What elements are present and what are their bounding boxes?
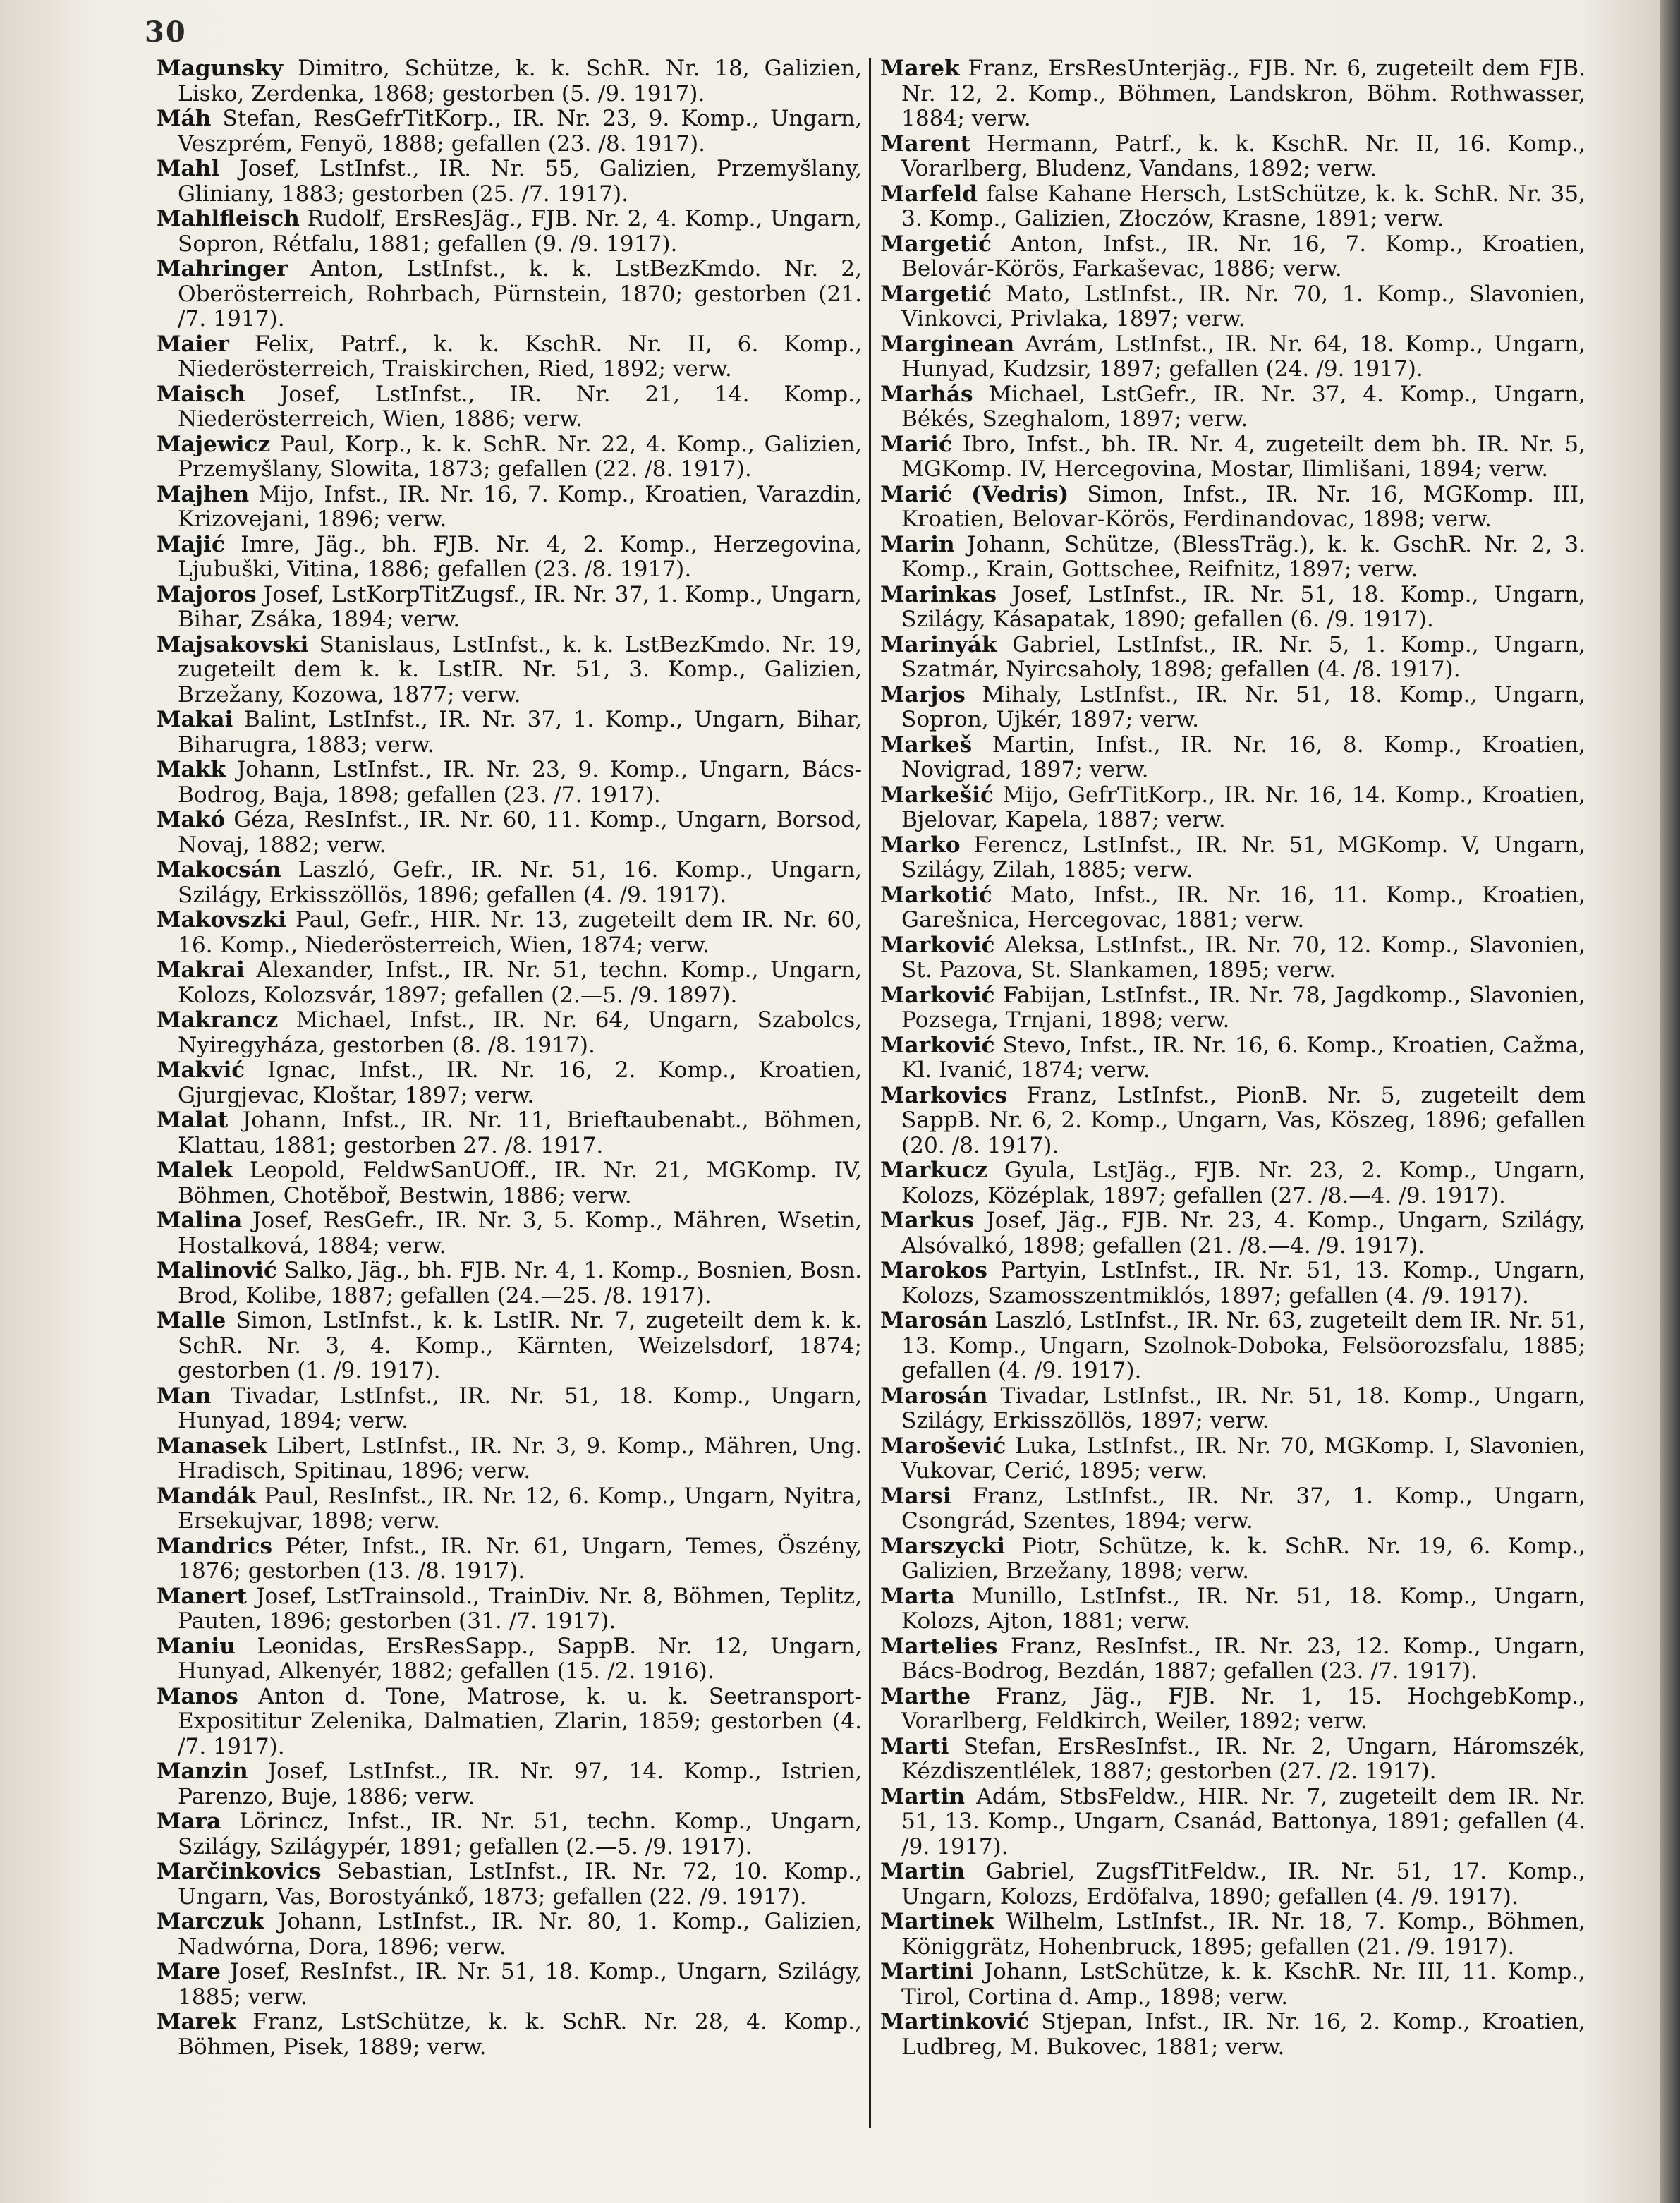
casualty-entry [880,1033,1585,1084]
entry-details: Partyin, LstInfst., IR. Nr. 51, 13. Komp., Ungarn, Kolozs, Szamosszentmiklós, 1897; gefallen (4. /9. 1917). [901,1258,1585,1309]
entry-details: Simon, LstInfst., k. k. LstIR. Nr. 7, zugeteilt dem k. k. SchR. Nr. 3, 4. Komp., Kärnten, Weizelsdorf, 1874; gestorben (1. /9. 1917). [178,1308,862,1383]
entry-surname: Marti [880,1733,949,1759]
entry-surname: Markovics [880,1082,1008,1108]
entry-details: Simon, Infst., IR. Nr. 16, MGKomp. III, Kroatien, Belovar-Körös, Ferdinandovac, 1898; verw. [901,481,1585,532]
entry-surname: Margetić [880,231,992,257]
entry-details: Josef, LstInfst., IR. Nr. 55, Galizien, Przemyšlany, Gliniany, 1883; gestorben (25. /7. 1917). [178,156,862,207]
casualty-entry [880,883,1585,933]
casualty-entry [880,1384,1585,1434]
entry-details: Anton d. Tone, Matrose, k. u. k. Seetransport-Exposititur Zelenika, Dalmatien, Zlarin, 1859; gestorben (4. /7. 1917). [178,1683,862,1759]
entry-details: Munillo, LstInfst., IR. Nr. 51, 18. Komp., Ungarn, Kolozs, Ajton, 1881; verw. [901,1583,1585,1634]
entry-details: Mijo, GefrTitKorp., IR. Nr. 16, 14. Komp., Kroatien, Bjelovar, Kapela, 1887; verw. [901,782,1585,832]
casualty-entry [157,1534,862,1584]
casualty-entry [880,1208,1585,1258]
entry-details: Laszló, LstInfst., IR. Nr. 63, zugeteilt dem IR. Nr. 51, 13. Komp., Ungarn, Szolnok-Doboka, Felsöorozsfalu, 1885; gefallen (4. /9. 1917). [901,1308,1585,1383]
casualty-entry [157,908,862,958]
entry-details: Franz, LstInfst., PionB. Nr. 5, zugeteilt dem SappB. Nr. 6, 2. Komp., Ungarn, Vas, Köszeg, 1896; gefallen (20. /8. 1917). [901,1082,1585,1158]
casualty-entry [157,2010,862,2060]
entry-surname: Manert [157,1583,248,1609]
entry-surname: Maisch [157,381,245,407]
casualty-entry [157,432,862,483]
entry-surname: Marin [880,531,955,557]
entry-details: Anton, Infst., IR. Nr. 16, 7. Komp., Kroatien, Belovár-Körös, Farkaševac, 1886; verw. [901,231,1585,281]
entry-surname: Marjos [880,681,966,708]
casualty-entry [157,708,862,758]
entry-details: Josef, ResInfst., IR. Nr. 51, 18. Komp., Ungarn, Szilágy, 1885; verw. [178,1959,862,2010]
casualty-entry [157,332,862,382]
casualty-entry [157,207,862,257]
casualty-entry [880,783,1585,833]
entry-details: Johann, Schütze, (BlessTräg.), k. k. GschR. Nr. 2, 3. Komp., Krain, Gottschee, Reifnitz, 1897; verw. [901,531,1585,582]
casualty-entry [880,282,1585,332]
casualty-entry [157,1158,862,1208]
entry-surname: Marković [880,982,995,1008]
casualty-entry [880,1735,1585,1785]
casualty-entry [880,1309,1585,1384]
entry-surname: Marko [880,832,961,858]
entry-surname: Martinek [880,1909,994,1934]
entry-details: Michael, Infst., IR. Nr. 64, Ungarn, Szabolcs, Nyiregyháza, gestorben (8. /8. 1917). [178,1007,862,1058]
entry-details: Imre, Jäg., bh. FJB. Nr. 4, 2. Komp., Herzegovina, Ljubuški, Vitina, 1886; gefallen (23. /8. 1917). [178,531,862,582]
entry-details: Avrám, LstInfst., IR. Nr. 64, 18. Komp., Ungarn, Hunyad, Kudzsir, 1897; gefallen (24. /9. 1917). [901,331,1585,382]
casualty-entry [157,1258,862,1309]
casualty-entry [157,958,862,1008]
entry-details: Piotr, Schütze, k. k. SchR. Nr. 19, 6. Komp., Galizien, Brzežany, 1898; verw. [901,1533,1585,1584]
entry-surname: Makrai [157,957,245,983]
entry-details: Salko, Jäg., bh. FJB. Nr. 4, 1. Komp., Bosnien, Bosn. Brod, Kolibe, 1887; gefallen (24.—25. /8. 1917). [178,1258,862,1309]
entry-surname: Malek [157,1158,233,1183]
casualty-entry [880,56,1585,132]
entry-surname: Marek [880,56,960,81]
entry-surname: Markotić [880,882,992,908]
entry-surname: Marković [880,932,995,958]
entry-surname: Mare [157,1959,221,1984]
casualty-entry [157,1434,862,1484]
casualty-entry [157,56,862,107]
entry-surname: Marić [880,431,952,457]
entry-details: Adám, StbsFeldw., HIR. Nr. 7, zugeteilt dem IR. Nr. 51, 13. Komp., Ungarn, Csanád, Battonya, 1891; gefallen (4. /9. 1917). [901,1783,1585,1859]
entry-details: Aleksa, LstInfst., IR. Nr. 70, 12. Komp., Slavonien, St. Pazova, St. Slankamen, 1895; verw. [901,932,1585,983]
right-column [880,56,1585,2187]
entry-surname: Majsakovski [157,631,309,657]
entry-details: Ignac, Infst., IR. Nr. 16, 2. Komp., Kroatien, Gjurgjevac, Kloštar, 1897; verw. [178,1057,862,1108]
casualty-entry [880,683,1585,733]
entry-details: Stefan, ErsResInfst., IR. Nr. 2, Ungarn, Háromszék, Kézdiszentlélek, 1887; gestorben (27. /2. 1917). [901,1733,1585,1784]
entry-surname: Marinkas [880,581,997,607]
entry-surname: Marković [880,1032,995,1058]
entry-details: Franz, ErsResUnterjäg., FJB. Nr. 6, zugeteilt dem FJB. Nr. 12, 2. Komp., Böhmen, Landskron, Böhm. Rothwasser, 1884; verw. [901,56,1585,131]
casualty-entry [157,257,862,332]
casualty-entry [880,1910,1585,1960]
casualty-entry [880,1484,1585,1534]
casualty-entry [157,1008,862,1058]
casualty-entry [157,1859,862,1910]
entry-surname: Máh [157,106,212,131]
entry-surname: Magunsky [157,56,284,81]
entry-details: Paul, ResInfst., IR. Nr. 12, 6. Komp., Ungarn, Nyitra, Ersekujvar, 1898; verw. [178,1483,862,1534]
casualty-entry [157,1634,862,1685]
casualty-entry [157,107,862,157]
entry-surname: Marčinkovics [157,1859,322,1884]
casualty-entry [157,1384,862,1434]
casualty-entry [880,833,1585,883]
entry-details: Balint, LstInfst., IR. Nr. 37, 1. Komp., Ungarn, Bihar, Biharugra, 1883; verw. [178,707,862,758]
casualty-entry [157,583,862,633]
entry-surname: Mara [157,1809,221,1834]
entry-surname: Man [157,1383,212,1409]
entry-surname: Makocsán [157,857,281,882]
entry-details: Paul, Korp., k. k. SchR. Nr. 22, 4. Komp., Galizien, Przemyšlany, Slowita, 1873; gefallen (22. /8. 1917). [178,431,862,482]
entry-surname: Marginean [880,331,1015,357]
casualty-entry [157,1910,862,1960]
entry-details: Josef, LstInfst., IR. Nr. 21, 14. Komp., Niederösterreich, Wien, 1886; verw. [178,381,862,432]
entry-surname: Manzin [157,1759,248,1784]
casualty-entry [880,983,1585,1033]
entry-details: Josef, LstKorpTitZugsf., IR. Nr. 37, 1. Komp., Ungarn, Bihar, Zsáka, 1894; verw. [178,581,862,632]
entry-details: Johann, LstInfst., IR. Nr. 23, 9. Komp., Ungarn, Bács-Bodrog, Baja, 1898; gefallen (23. /7. 1917). [178,757,862,808]
casualty-entry [880,432,1585,483]
entry-surname: Margetić [880,281,992,307]
entry-details: Péter, Infst., IR. Nr. 61, Ungarn, Temes, Öszény, 1876; gestorben (13. /8. 1917). [178,1533,862,1584]
entry-surname: Mahlfleisch [157,206,300,231]
entry-details: Gabriel, LstInfst., IR. Nr. 5, 1. Komp., Ungarn, Szatmár, Nyircsaholy, 1898; gefallen (4. /8. 1917). [901,631,1585,682]
entry-details: Leonidas, ErsResSapp., SappB. Nr. 12, Ungarn, Hunyad, Alkenyér, 1882; gefallen (15. /2. 1916). [178,1633,862,1684]
page-number: 30 [145,16,187,49]
casualty-entry [880,1634,1585,1685]
entry-surname: Martini [880,1959,973,1984]
entry-surname: Marsi [880,1483,951,1509]
entry-surname: Mandrics [157,1533,273,1559]
entry-surname: Manasek [157,1433,267,1459]
entry-details: Stevo, Infst., IR. Nr. 16, 6. Komp., Kroatien, Cažma, Kl. Ivanić, 1874; verw. [901,1032,1585,1083]
casualty-entry [157,633,862,708]
casualty-entry [157,1685,862,1760]
entry-details: Franz, LstInfst., IR. Nr. 37, 1. Komp., Ungarn, Csongrád, Szentes, 1894; verw. [901,1483,1585,1534]
entry-details: Josef, Jäg., FJB. Nr. 23, 4. Komp., Ungarn, Szilágy, Alsóvalkó, 1898; gefallen (21. /8.—4. /9. 1917). [901,1208,1585,1258]
casualty-entry [880,583,1585,633]
entry-details: Franz, Jäg., FJB. Nr. 1, 15. HochgebKomp., Vorarlberg, Feldkirch, Weiler, 1892; verw. [901,1683,1585,1734]
casualty-entry [880,1785,1585,1860]
casualty-entry [880,1158,1585,1208]
entry-surname: Makk [157,757,226,782]
entry-details: Johann, LstSchütze, k. k. KschR. Nr. III, 11. Komp., Tirol, Cortina d. Amp., 1898; verw. [901,1959,1585,2010]
entry-details: Johann, Infst., IR. Nr. 11, Brieftaubenabt., Böhmen, Klattau, 1881; gestorben 27. /8. 1917. [178,1107,862,1158]
entry-surname: Majewicz [157,431,271,457]
entry-details: Ibro, Infst., bh. IR. Nr. 4, zugeteilt dem bh. IR. Nr. 5, MGKomp. IV, Hercegovina, Mostar, Ilimlišani, 1894; verw. [901,431,1585,482]
entry-surname: Majić [157,531,225,557]
casualty-entry [157,483,862,533]
casualty-entry [880,132,1585,182]
entry-surname: Makvić [157,1057,245,1083]
entry-details: Josef, LstInfst., IR. Nr. 97, 14. Komp., Istrien, Parenzo, Buje, 1886; verw. [178,1759,862,1809]
entry-details: Géza, ResInfst., IR. Nr. 60, 11. Komp., Ungarn, Borsod, Novaj, 1882; verw. [178,807,862,858]
casualty-entry [157,858,862,908]
casualty-entry [157,1759,862,1809]
entry-details: Tivadar, LstInfst., IR. Nr. 51, 18. Komp., Ungarn, Hunyad, 1894; verw. [178,1383,862,1433]
entry-details: Mijo, Infst., IR. Nr. 16, 7. Komp., Kroatien, Varazdin, Krizovejani, 1896; verw. [178,481,862,532]
entry-surname: Majoros [157,581,257,607]
entry-surname: Martelies [880,1633,998,1659]
casualty-entry [880,633,1585,683]
casualty-entry [880,1258,1585,1309]
casualty-entry [157,1809,862,1859]
entry-surname: Malle [157,1308,226,1333]
entry-surname: Makai [157,707,233,732]
entry-details: Stanislaus, LstInfst., k. k. LstBezKmdo. Nr. 19, zugeteilt dem k. k. LstIR. Nr. 51, 3. Komp., Galizien, Brzežany, Kozowa, 1877; verw. [178,631,862,708]
entry-surname: Maniu [157,1633,236,1659]
entry-surname: Marinyák [880,631,997,657]
casualty-entry [157,1309,862,1384]
casualty-entry [880,933,1585,983]
entry-details: Tivadar, LstInfst., IR. Nr. 51, 18. Komp., Ungarn, Szilágy, Erkisszöllös, 1897; verw. [901,1383,1585,1433]
entry-details: Fabijan, LstInfst., IR. Nr. 78, Jagdkomp., Slavonien, Pozsega, Trnjani, 1898; verw. [901,982,1585,1033]
entry-details: Luka, LstInfst., IR. Nr. 70, MGKomp. I, Slavonien, Vukovar, Cerić, 1895; verw. [901,1433,1585,1483]
entry-details: Anton, LstInfst., k. k. LstBezKmdo. Nr. 2, Oberösterreich, Rohrbach, Pürnstein, 1870; gestorben (21. /7. 1917). [178,256,862,332]
entry-details: Martin, Infst., IR. Nr. 16, 8. Komp., Kroatien, Novigrad, 1897; verw. [901,732,1585,782]
casualty-entry [880,1534,1585,1584]
entry-surname: Makrancz [157,1007,279,1033]
entry-details: Michael, LstGefr., IR. Nr. 37, 4. Komp., Ungarn, Békés, Szeghalom, 1897; verw. [901,381,1585,432]
entry-details: Stjepan, Infst., IR. Nr. 16, 2. Komp., Kroatien, Ludbreg, M. Bukovec, 1881; verw. [901,2009,1585,2060]
entry-details: Leopold, FeldwSanUOff., IR. Nr. 21, MGKomp. IV, Böhmen, Chotěboř, Bestwin, 1886; verw. [178,1158,862,1208]
entry-details: Ferencz, LstInfst., IR. Nr. 51, MGKomp. V, Ungarn, Szilágy, Zilah, 1885; verw. [901,832,1585,882]
entry-surname: Malina [157,1208,243,1233]
entry-details: Laszló, Gefr., IR. Nr. 51, 16. Komp., Ungarn, Szilágy, Erkisszöllös, 1896; gefallen (4. /9. 1917). [178,857,862,908]
entry-details: Sebastian, LstInfst., IR. Nr. 72, 10. Komp., Ungarn, Vas, Borostyánkő, 1873; gefallen (22. /9. 1917). [178,1859,862,1910]
left-column [157,56,862,2187]
entry-surname: Majhen [157,481,250,507]
entry-details: Josef, LstTrainsold., TrainDiv. Nr. 8, Böhmen, Teplitz, Pauten, 1896; gestorben (31. /7. 1917). [178,1583,862,1634]
entry-details: Felix, Patrf., k. k. KschR. Nr. II, 6. Komp., Niederösterreich, Traiskirchen, Ried, 1892; verw. [178,331,862,382]
casualty-entry [157,1208,862,1258]
entry-details: Josef, LstInfst., IR. Nr. 51, 18. Komp., Ungarn, Szilágy, Kásapatak, 1890; gefallen (6. /9. 1917). [901,581,1585,632]
entry-surname: Marhás [880,381,973,407]
entry-details: Wilhelm, LstInfst., IR. Nr. 18, 7. Komp., Böhmen, Königgrätz, Hohenbruck, 1895; gefallen (21. /9. 1917). [901,1909,1585,1960]
casualty-entry [880,1859,1585,1910]
entry-details: Paul, Gefr., HIR. Nr. 13, zugeteilt dem IR. Nr. 60, 16. Komp., Niederösterreich, Wien, 1874; verw. [178,907,862,958]
casualty-entry [157,1484,862,1534]
casualty-entry [157,1960,862,2010]
entry-details: Gyula, LstJäg., FJB. Nr. 23, 2. Komp., Ungarn, Kolozs, Középlak, 1897; gefallen (27. /8.—4. /9. 1917). [901,1158,1585,1208]
entry-surname: Malinović [157,1258,277,1283]
entry-surname: Marosán [880,1383,988,1409]
casualty-entry [880,533,1585,583]
entry-surname: Mahringer [157,256,288,281]
casualty-entry [880,1685,1585,1735]
entry-surname: Marent [880,131,971,157]
entry-surname: Manos [157,1683,238,1709]
casualty-entry [157,382,862,432]
entry-details: Lörincz, Infst., IR. Nr. 51, techn. Komp., Ungarn, Szilágy, Szilágypér, 1891; gefallen (2.—5. /9. 1917). [178,1809,862,1859]
casualty-entry [880,1960,1585,2010]
entry-details: Mihaly, LstInfst., IR. Nr. 51, 18. Komp., Ungarn, Sopron, Ujkér, 1897; verw. [901,681,1585,732]
casualty-entry [157,758,862,808]
entry-details: Hermann, Patrf., k. k. KschR. Nr. II, 16. Komp., Vorarlberg, Bludenz, Vandans, 1892; verw. [901,131,1585,181]
entry-details: Alexander, Infst., IR. Nr. 51, techn. Komp., Ungarn, Kolozs, Kolozsvár, 1897; gefallen (2.—5. /9. 1897). [178,957,862,1008]
entry-details: Mato, LstInfst., IR. Nr. 70, 1. Komp., Slavonien, Vinkovci, Privlaka, 1897; verw. [901,281,1585,332]
casualty-entry [880,1584,1585,1634]
entry-details: false Kahane Hersch, LstSchütze, k. k. SchR. Nr. 35, 3. Komp., Galizien, Złoczów, Krasne, 1891; verw. [901,181,1585,231]
entry-surname: Malat [157,1107,229,1133]
casualty-entry [157,1108,862,1158]
entry-surname: Makó [157,807,226,832]
casualty-entry [880,232,1585,282]
entry-details: Rudolf, ErsResJäg., FJB. Nr. 2, 4. Komp., Ungarn, Sopron, Rétfalu, 1881; gefallen (9. /9. 1917). [178,206,862,257]
entry-surname: Mandák [157,1483,257,1509]
entry-surname: Marošević [880,1433,1006,1459]
entry-surname: Mahl [157,156,220,181]
entry-surname: Markeš [880,732,973,758]
entry-details: Franz, ResInfst., IR. Nr. 23, 12. Komp., Ungarn, Bács-Bodrog, Bezdán, 1887; gefallen (23. /7. 1917). [901,1633,1585,1684]
entry-details: Mato, Infst., IR. Nr. 16, 11. Komp., Kroatien, Garešnica, Hercegovac, 1881; verw. [901,882,1585,933]
casualty-entry [880,2010,1585,2060]
entry-surname: Marić (Vedris) [880,481,1069,507]
casualty-entry [880,733,1585,783]
entry-details: Dimitro, Schütze, k. k. SchR. Nr. 18, Galizien, Lisko, Zerdenka, 1868; gestorben (5. /9. 1917). [178,56,862,107]
entry-surname: Marokos [880,1258,987,1283]
entry-surname: Marek [157,2009,236,2034]
entry-surname: Marfeld [880,181,978,207]
entry-surname: Markešić [880,782,994,808]
casualty-entry [880,382,1585,432]
entry-surname: Marta [880,1583,955,1609]
casualty-entry [880,1084,1585,1159]
page-edge [1660,0,1680,2203]
entry-details: Johann, LstInfst., IR. Nr. 80, 1. Komp., Galizien, Nadwórna, Dora, 1896; verw. [178,1909,862,1960]
entry-surname: Markus [880,1208,975,1233]
entry-surname: Makovszki [157,907,286,933]
column-divider [869,58,871,2128]
casualty-entry [880,182,1585,232]
casualty-entry [880,332,1585,382]
entry-surname: Martin [880,1783,966,1809]
entry-surname: Marosán [880,1308,988,1333]
casualty-entry [880,483,1585,533]
entry-surname: Markucz [880,1158,988,1183]
entry-details: Stefan, ResGefrTitKorp., IR. Nr. 23, 9. Komp., Ungarn, Veszprém, Fenyö, 1888; gefallen (23. /8. 1917). [178,106,862,157]
casualty-entry [157,808,862,858]
entry-details: Franz, LstSchütze, k. k. SchR. Nr. 28, 4. Komp., Böhmen, Pisek, 1889; verw. [178,2009,862,2060]
entry-surname: Martin [880,1859,966,1884]
casualty-entry [157,1058,862,1108]
entry-surname: Marczuk [157,1909,264,1934]
entry-details: Gabriel, ZugsfTitFeldw., IR. Nr. 51, 17. Komp., Ungarn, Kolozs, Erdöfalva, 1890; gefallen (4. /9. 1917). [901,1859,1585,1910]
entry-surname: Marthe [880,1683,971,1709]
entry-surname: Marszycki [880,1533,1005,1559]
entry-details: Josef, ResGefr., IR. Nr. 3, 5. Komp., Mähren, Wsetin, Hostalková, 1884; verw. [178,1208,862,1258]
casualty-entry [157,533,862,583]
entry-details: Libert, LstInfst., IR. Nr. 3, 9. Komp., Mähren, Ung. Hradisch, Spitinau, 1896; verw. [178,1433,862,1483]
entry-surname: Maier [157,331,229,357]
casualty-entry [157,157,862,207]
casualty-entry [157,1584,862,1634]
entry-surname: Martinković [880,2009,1030,2034]
casualty-entry [880,1434,1585,1484]
